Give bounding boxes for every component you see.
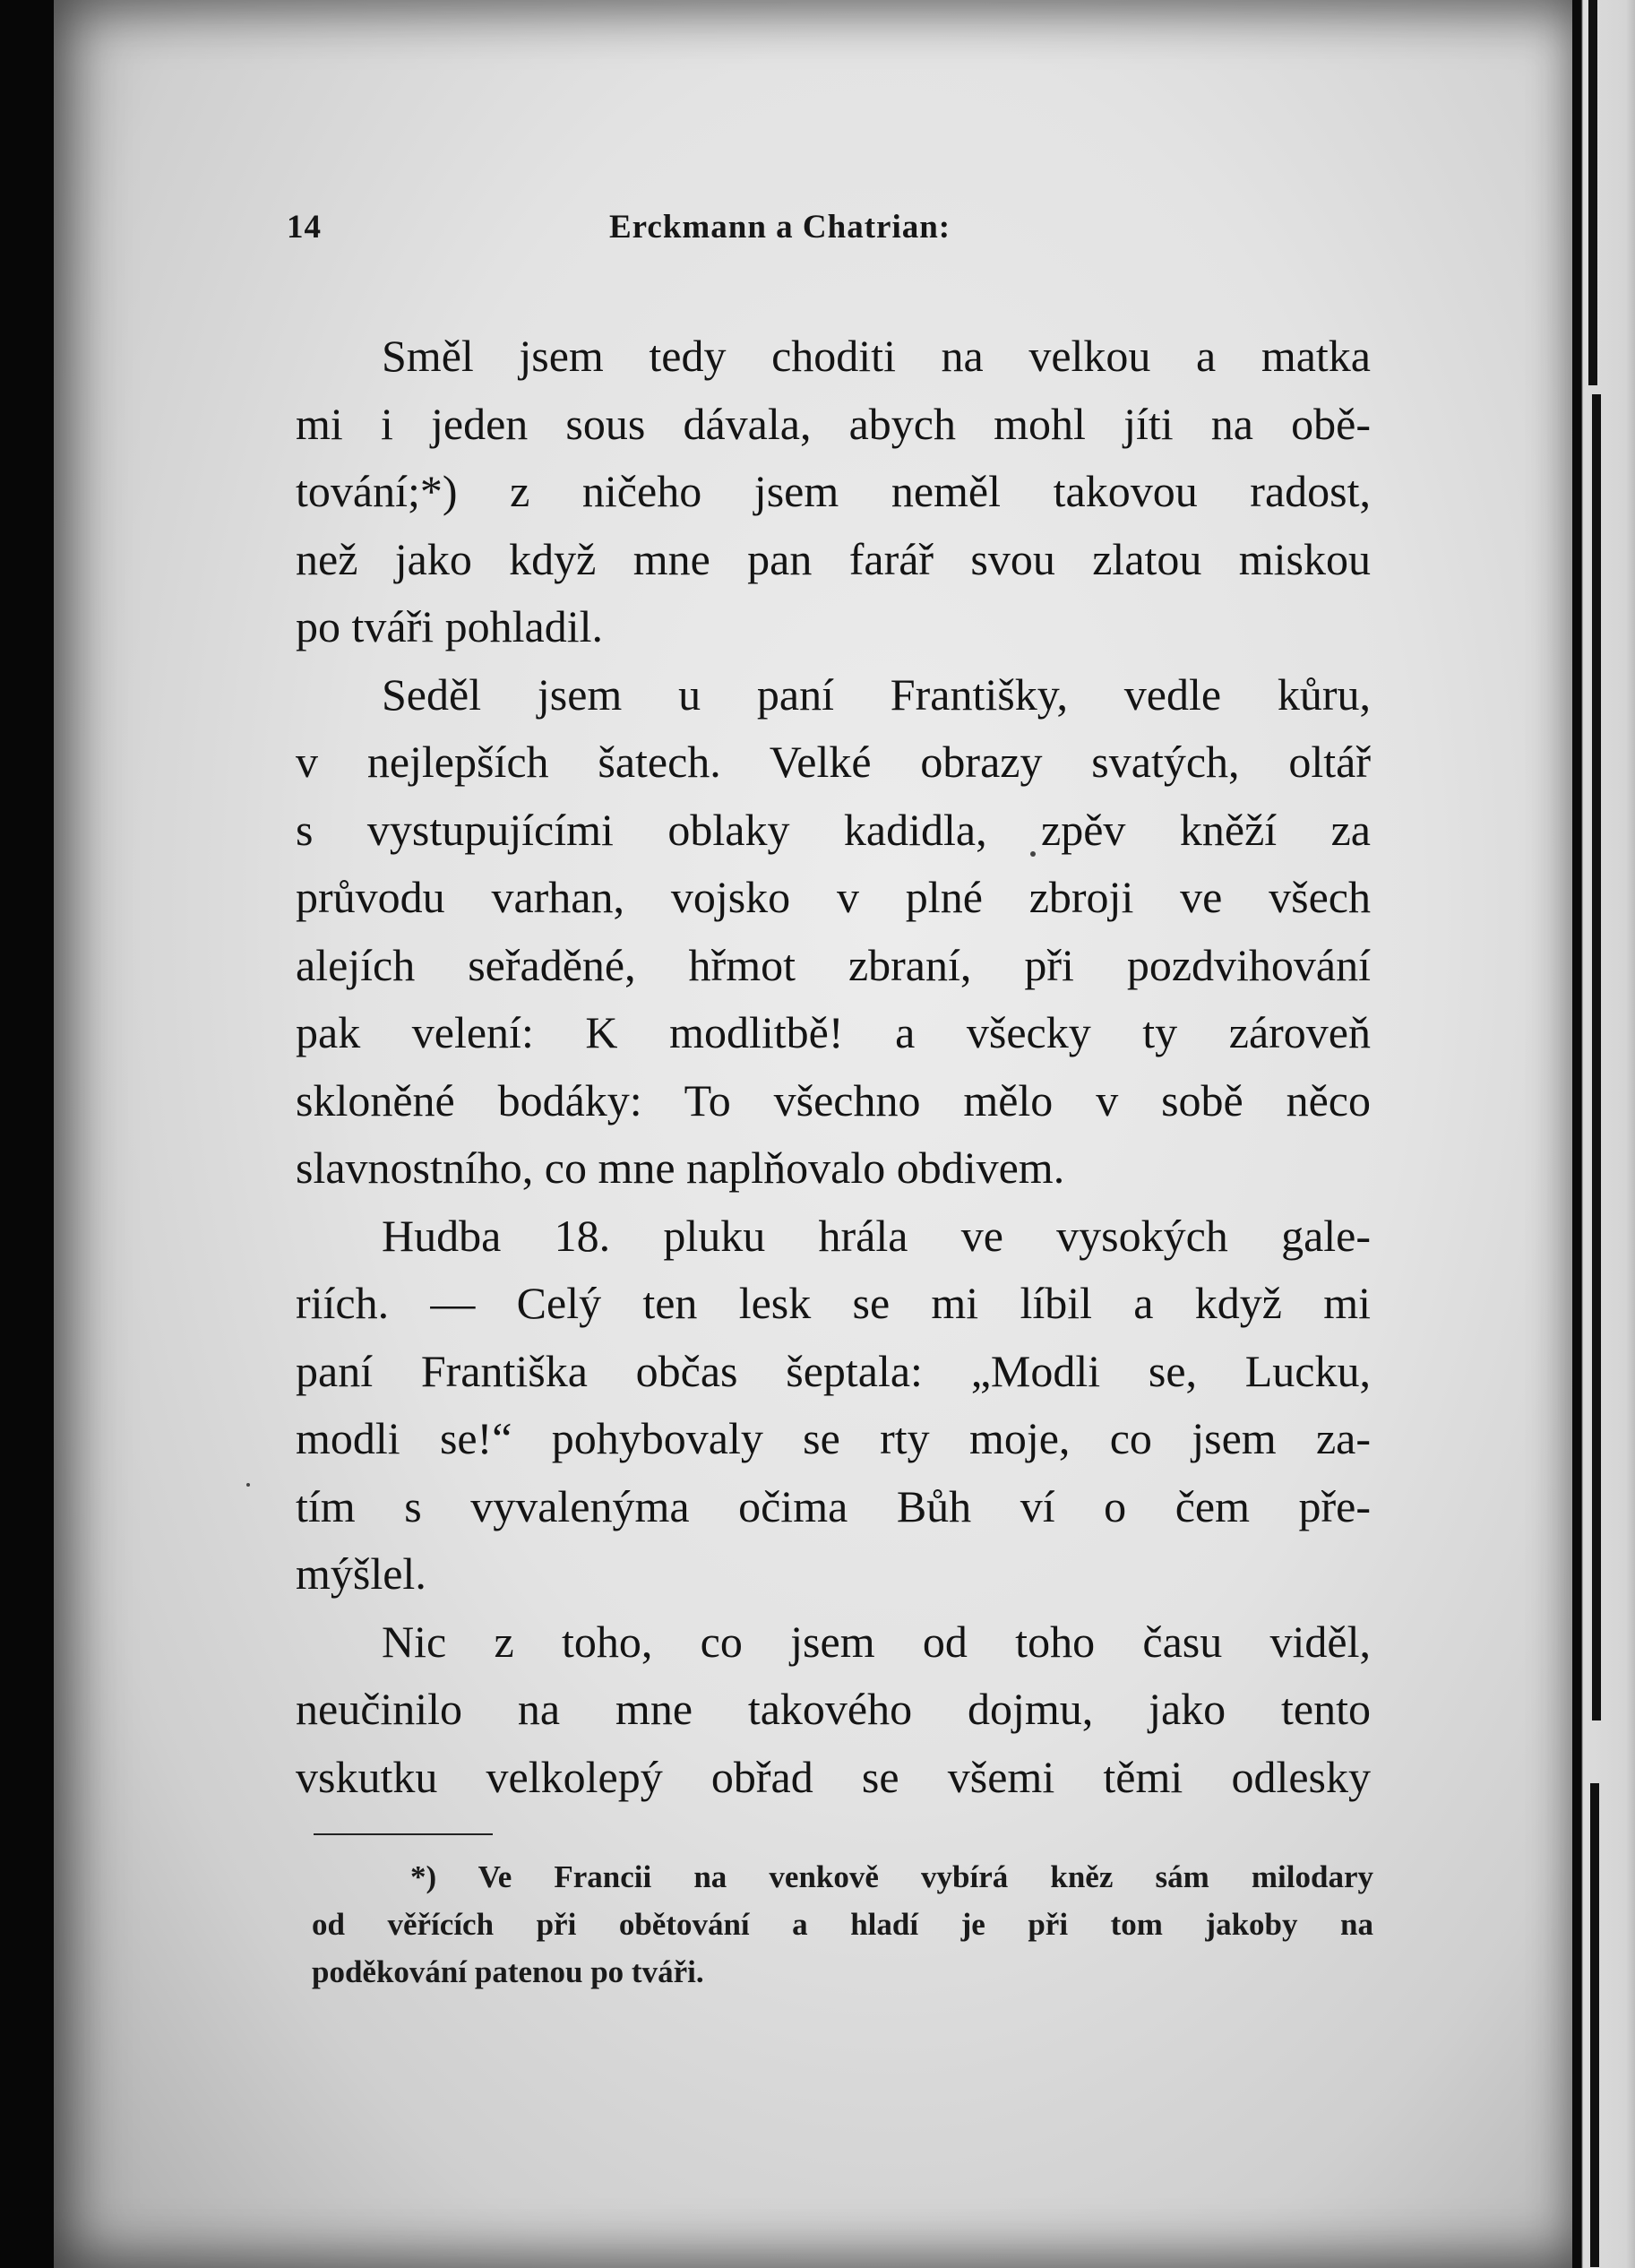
- adjacent-page-edge: [1572, 0, 1635, 2268]
- text-line: neučinilo na mne takového dojmu, jako tento: [296, 1684, 1371, 1734]
- scan-left-border: [0, 0, 54, 2268]
- text-line: paní Františka občas šeptala: „Modli se, Lucku,: [296, 1345, 1371, 1396]
- text-line: tím s vyvalenýma očima Bůh ví o čem pře-: [296, 1480, 1371, 1531]
- text-line: slavnostního, co mne naplňovalo obdivem.: [296, 1143, 1065, 1193]
- edge-shadow-bar: [1592, 394, 1601, 1720]
- text-line: pak velení: K modlitbě! a všecky ty zároveň: [296, 1007, 1371, 1057]
- text-line: Směl jsem tedy choditi na velkou a matka: [382, 331, 1371, 381]
- text-line: průvodu varhan, vojsko v plné zbroji ve všech: [296, 872, 1371, 922]
- text-line: mýšlel.: [296, 1548, 426, 1599]
- edge-shadow-bar: [1590, 1783, 1599, 2267]
- text-line: Seděl jsem u paní Františky, vedle kůru,: [382, 668, 1371, 720]
- text-line: riích. — Celý ten lesk se mi líbil a když mi: [296, 1278, 1371, 1328]
- text-line: než jako když mne pan farář svou zlatou miskou: [296, 533, 1371, 584]
- text-line: tování;*) z ničeho jsem neměl takovou radost,: [296, 466, 1371, 516]
- edge-shadow-bar: [1588, 0, 1597, 385]
- running-title: Erckmann a Chatrian:: [609, 209, 951, 246]
- body-text: [296, 323, 1371, 1811]
- text-line: s vystupujícími oblaky kadidla, zpěv kněží za: [296, 804, 1371, 855]
- page-speck: [246, 1483, 250, 1487]
- text-line: v nejlepších šatech. Velké obrazy svatých, oltář: [296, 737, 1371, 787]
- page-number: 14: [287, 209, 322, 246]
- text-line: alejích seřaděné, hřmot zbraní, při pozdvihování: [296, 939, 1371, 990]
- running-head: [287, 208, 1353, 262]
- text-line: mi i jeden sous dávala, abych mohl jíti na obě-: [296, 398, 1371, 449]
- footnote-line: od věřících při obětování a hladí je při tom jakoby na: [312, 1907, 1373, 1942]
- text-line: skloněné bodáky: To všechno mělo v sobě něco: [296, 1074, 1371, 1125]
- text-line: po tváři pohladil.: [296, 601, 603, 651]
- footnote-rule: [314, 1833, 493, 1835]
- text-line: modli se!“ pohybovaly se rty moje, co jsem za-: [296, 1413, 1371, 1463]
- text-line: Nic z toho, co jsem od toho času viděl,: [382, 1616, 1371, 1667]
- footnote-line: *) Ve Francii na venkově vybírá kněz sám milodary: [410, 1859, 1373, 1894]
- footnote: [312, 1853, 1373, 1996]
- footnote-line: poděkování patenou po tváři.: [312, 1954, 704, 1989]
- text-line: Hudba 18. pluku hrála ve vysokých gale-: [382, 1210, 1371, 1261]
- text-line: vskutku velkolepý obřad se všemi těmi odlesky: [296, 1751, 1371, 1802]
